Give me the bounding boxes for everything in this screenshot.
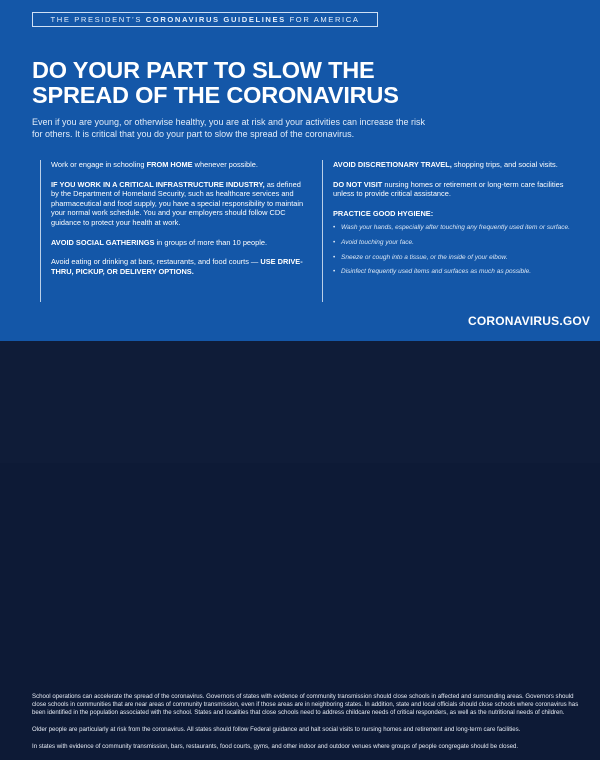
discretionary-travel-item <box>333 160 584 170</box>
hygiene-item: • Wash your hands, especially after touching any frequently used item or surface. <box>333 224 584 233</box>
social-gatherings-text: in groups of more than 10 people. <box>154 237 268 247</box>
bars-restaurants-item <box>51 257 304 276</box>
critical-infrastructure-bold: IF YOU WORK IN A CRITICAL INFRASTRUCTURE INDUSTRY, <box>51 179 265 189</box>
work-from-home-item <box>51 160 304 170</box>
nursing-homes-item <box>333 180 584 199</box>
social-gatherings-item <box>51 238 304 248</box>
blue-panel <box>0 0 600 341</box>
banner-text-pre: THE PRESIDENT’S <box>50 15 146 24</box>
bars-restaurants-text: Avoid eating or drinking at bars, restaurants, and food courts — <box>51 257 261 267</box>
discretionary-travel-text: shopping trips, and social visits. <box>451 160 558 169</box>
left-guidelines-column <box>40 160 304 302</box>
hygiene-heading: PRACTICE GOOD HYGIENE: <box>333 208 434 218</box>
right-guidelines-column <box>322 160 584 302</box>
venues-note: In states with evidence of community transmission, bars, restaurants, food courts, gyms, and other indoor and outdoor venues where groups of people congregate should be closed. <box>32 742 519 750</box>
website-link[interactable]: CORONAVIRUS.GOV <box>468 314 591 328</box>
social-gatherings-bold: AVOID SOCIAL GATHERINGS <box>51 237 155 247</box>
header-banner <box>32 12 378 27</box>
notes-text <box>32 693 580 760</box>
critical-infrastructure-text: as defined by the Department of Homeland Security, such as healthcare services and pharmaceutical and food supply, you have a special responsibility to maintain your normal work schedule. You and your employers should follow CDC guidance to protect your health at work. <box>51 179 304 227</box>
intro-paragraph: Even if you are young, or otherwise healthy, you are at risk and your activities can increase the risk for others. It is critical that you do your part to slow the spread of the coronavirus. <box>32 117 426 139</box>
title-line-1: DO YOUR PART TO SLOW THE <box>32 57 375 83</box>
hygiene-item: • Sneeze or cough into a tissue, or the inside of your elbow. <box>333 254 584 263</box>
notes-panel <box>0 341 600 750</box>
hygiene-item: • Disinfect frequently used items and surfaces as much as possible. <box>333 268 584 277</box>
hygiene-item: • Avoid touching your face. <box>333 239 584 248</box>
schools-note: School operations can accelerate the spread of the coronavirus. Governors of states with evidence of community transmission should close schools in affected and surrounding areas. Governors should close schools in communities that are near areas of community transmission, even if those areas are in neighboring states. In addition, state and local officials should close schools where coronavirus has been identified in the population associated with the school. States and localities that close schools need to address childcare needs of critical responders, as well as the nutritional needs of children. <box>32 693 579 716</box>
banner-text-bold: CORONAVIRUS GUIDELINES <box>145 15 286 24</box>
page-title <box>32 58 412 108</box>
title-line-2: SPREAD OF THE CORONAVIRUS <box>32 82 399 108</box>
work-from-home-post: whenever possible. <box>192 160 258 169</box>
work-from-home-pre: Work or engage in schooling <box>51 160 147 169</box>
do-not-visit-bold: DO NOT VISIT <box>333 179 383 189</box>
nursing-homes-text: nursing homes or retirement or long-term care facilities unless to provide critical assistance. <box>333 179 564 199</box>
banner-text-post: FOR AMERICA <box>285 15 360 24</box>
hygiene-list <box>333 224 584 276</box>
drive-thru-bold: USE DRIVE-THRU, PICKUP, OR DELIVERY OPTIONS. <box>51 257 303 276</box>
discretionary-travel-bold: AVOID DISCRETIONARY TRAVEL, <box>333 160 452 169</box>
older-people-note: Older people are particularly at risk from the coronavirus. All states should follow Federal guidance and halt social visits to nursing homes and retirement and long-term care facilities. <box>32 725 521 733</box>
work-from-home-bold: FROM HOME <box>146 160 193 169</box>
critical-infrastructure-item <box>51 180 304 228</box>
